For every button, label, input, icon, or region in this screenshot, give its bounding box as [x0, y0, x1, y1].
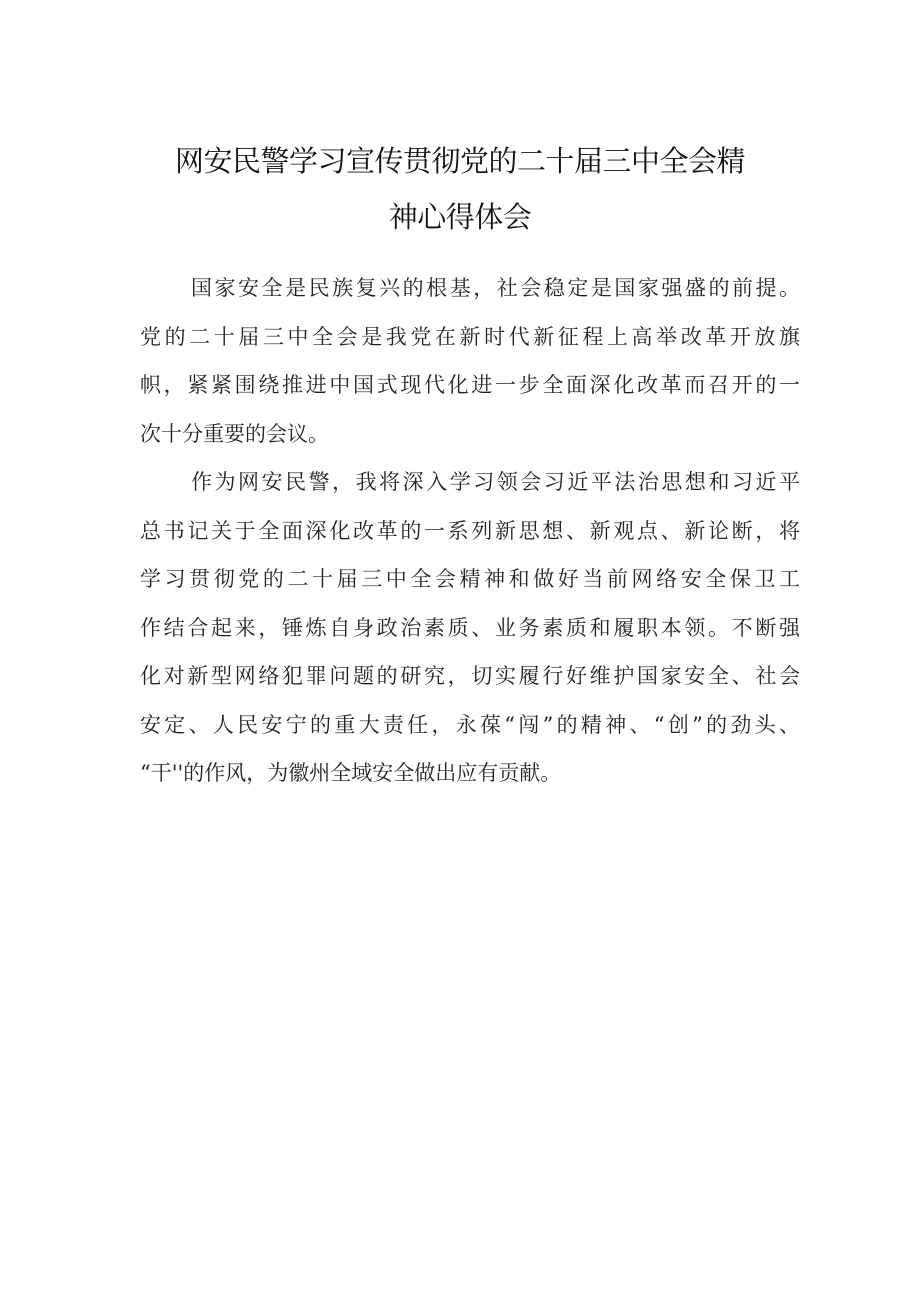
title-line-2: 神心得体会: [388, 200, 532, 234]
paragraph-2-line-2: 总书记关于全面深化改革的一系列新思想、新观点、新论断，将: [140, 518, 800, 543]
paragraph-1: [140, 264, 800, 458]
paragraph-1-line-4: 次十分重要的会议。: [140, 421, 329, 446]
paragraph-2-line-3: 学习贯彻党的二十届三中全会精神和做好当前网络安全保卫工: [140, 567, 800, 591]
paragraph-1-line-1: 国家安全是民族复兴的根基，社会稳定是国家强盛的前提。: [191, 276, 800, 300]
title-line-1: 网安民警学习宣传贯彻党的二十届三中全会精: [174, 144, 745, 178]
document-title: [130, 133, 790, 245]
document-body: [140, 264, 800, 798]
paragraph-1-line-2: 党的二十届三中全会是我党在新时代新征程上高举改革开放旗: [140, 324, 800, 349]
paragraph-1-line-3: 帜，紧紧围绕推进中国式现代化进一步全面深化改革而召开的一: [140, 373, 800, 397]
paragraph-2-line-7: “干''的作风，为徽州全域安全做出应有贡献。: [140, 761, 562, 785]
paragraph-2-line-1: 作为网安民警，我将深入学习领会习近平法治思想和习近平: [191, 470, 800, 494]
paragraph-2-line-5: 化对新型网络犯罪问题的研究，切实履行好维护国家安全、社会: [140, 664, 800, 688]
paragraph-2: [140, 458, 800, 798]
paragraph-2-line-4: 作结合起来，锤炼自身政治素质、业务素质和履职本领。不断强: [140, 615, 800, 640]
paragraph-2-line-6: 安定、人民安宁的重大责任，永葆“闯”的精神、“创”的劲头、: [140, 712, 800, 737]
